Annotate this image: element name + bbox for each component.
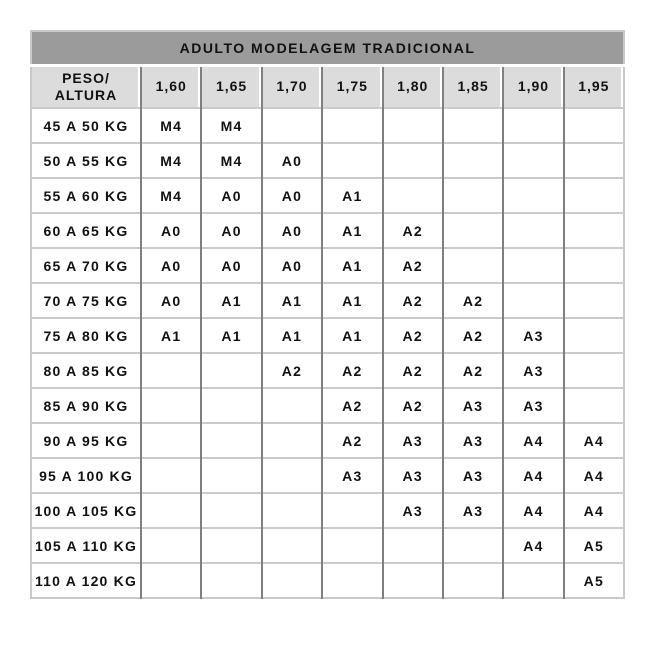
corner-header-line2: ALTURA	[54, 87, 118, 103]
table-row	[31, 108, 624, 143]
height-column-header: 1,90	[503, 66, 563, 109]
size-cell	[443, 248, 503, 283]
size-cell: A3	[503, 318, 563, 353]
size-cell	[201, 563, 261, 598]
size-cell: A2	[383, 388, 443, 423]
size-cell	[564, 143, 624, 178]
size-cell	[141, 528, 201, 563]
size-cell: A1	[322, 318, 382, 353]
size-cell	[443, 178, 503, 213]
size-cell	[503, 283, 563, 318]
size-cell: A4	[564, 493, 624, 528]
size-cell: A5	[564, 563, 624, 598]
size-cell	[322, 563, 382, 598]
corner-header	[31, 66, 141, 109]
height-column-header: 1,70	[262, 66, 322, 109]
size-cell: A3	[503, 388, 563, 423]
size-cell: A2	[443, 283, 503, 318]
size-cell: A4	[564, 423, 624, 458]
size-cell	[443, 563, 503, 598]
size-cell	[564, 283, 624, 318]
size-cell: A3	[383, 493, 443, 528]
chart-title: ADULTO MODELAGEM TRADICIONAL	[31, 31, 624, 66]
size-cell: A0	[262, 178, 322, 213]
size-cell	[141, 493, 201, 528]
size-cell: A3	[503, 353, 563, 388]
size-cell: M4	[141, 143, 201, 178]
size-cell	[443, 108, 503, 143]
size-cell	[262, 423, 322, 458]
table-row	[31, 283, 624, 318]
size-cell: M4	[201, 108, 261, 143]
size-cell	[262, 563, 322, 598]
size-cell	[443, 143, 503, 178]
weight-range-label: 90 A 95 KG	[31, 423, 141, 458]
size-cell: A2	[322, 353, 382, 388]
table-row	[31, 563, 624, 598]
weight-range-label: 50 A 55 KG	[31, 143, 141, 178]
height-column-header: 1,85	[443, 66, 503, 109]
table-row	[31, 353, 624, 388]
size-cell: A3	[443, 458, 503, 493]
size-cell	[201, 458, 261, 493]
weight-range-label: 110 A 120 KG	[31, 563, 141, 598]
size-cell	[262, 388, 322, 423]
size-cell: A2	[262, 353, 322, 388]
height-column-header: 1,60	[141, 66, 201, 109]
size-cell	[262, 493, 322, 528]
weight-range-label: 60 A 65 KG	[31, 213, 141, 248]
size-cell	[201, 423, 261, 458]
size-cell	[564, 248, 624, 283]
size-cell	[383, 108, 443, 143]
size-cell: A3	[322, 458, 382, 493]
size-cell: A1	[322, 213, 382, 248]
size-chart-table	[30, 30, 625, 599]
size-cell: A4	[503, 493, 563, 528]
height-column-header: 1,65	[201, 66, 261, 109]
size-cell: A4	[503, 458, 563, 493]
table-row	[31, 213, 624, 248]
size-cell: A3	[443, 423, 503, 458]
size-cell: A0	[141, 213, 201, 248]
size-cell	[262, 528, 322, 563]
size-cell	[564, 353, 624, 388]
size-cell: A3	[443, 493, 503, 528]
size-cell	[503, 563, 563, 598]
table-row	[31, 388, 624, 423]
size-cell: A0	[262, 248, 322, 283]
height-column-header: 1,80	[383, 66, 443, 109]
size-cell: A0	[262, 143, 322, 178]
weight-range-label: 85 A 90 KG	[31, 388, 141, 423]
size-cell: A2	[383, 248, 443, 283]
size-cell: A0	[141, 283, 201, 318]
weight-range-label: 105 A 110 KG	[31, 528, 141, 563]
title-row	[31, 31, 624, 66]
table-row	[31, 143, 624, 178]
size-cell: M4	[141, 108, 201, 143]
size-cell: A5	[564, 528, 624, 563]
size-cell: A0	[141, 248, 201, 283]
size-cell	[503, 248, 563, 283]
size-cell: A1	[262, 283, 322, 318]
weight-range-label: 80 A 85 KG	[31, 353, 141, 388]
size-cell	[383, 528, 443, 563]
weight-range-label: 55 A 60 KG	[31, 178, 141, 213]
size-cell	[564, 108, 624, 143]
size-cell	[201, 493, 261, 528]
table-row	[31, 318, 624, 353]
size-cell: A1	[262, 318, 322, 353]
size-cell: A1	[322, 248, 382, 283]
table-row	[31, 248, 624, 283]
table-row	[31, 458, 624, 493]
size-cell	[201, 388, 261, 423]
size-table-body	[31, 108, 624, 598]
size-cell	[201, 353, 261, 388]
size-cell	[443, 213, 503, 248]
size-cell	[141, 563, 201, 598]
size-cell: M4	[201, 143, 261, 178]
weight-range-label: 65 A 70 KG	[31, 248, 141, 283]
size-cell	[564, 178, 624, 213]
height-column-header: 1,75	[322, 66, 382, 109]
size-cell	[141, 423, 201, 458]
size-cell: A1	[141, 318, 201, 353]
size-cell	[564, 213, 624, 248]
size-cell: A2	[383, 353, 443, 388]
size-cell	[141, 458, 201, 493]
size-cell: A4	[503, 528, 563, 563]
weight-range-label: 45 A 50 KG	[31, 108, 141, 143]
corner-header-line1: PESO/	[62, 69, 110, 86]
size-cell: A4	[564, 458, 624, 493]
size-cell: A2	[383, 318, 443, 353]
size-cell: A1	[322, 178, 382, 213]
size-cell: A1	[201, 318, 261, 353]
size-cell: A1	[322, 283, 382, 318]
size-cell: A0	[201, 178, 261, 213]
weight-range-label: 75 A 80 KG	[31, 318, 141, 353]
size-cell: A4	[503, 423, 563, 458]
size-cell	[322, 493, 382, 528]
size-cell: A3	[383, 423, 443, 458]
size-cell: A2	[322, 423, 382, 458]
size-cell	[443, 528, 503, 563]
weight-range-label: 100 A 105 KG	[31, 493, 141, 528]
size-cell: M4	[141, 178, 201, 213]
table-row	[31, 528, 624, 563]
size-cell: A0	[201, 248, 261, 283]
size-cell	[503, 108, 563, 143]
size-cell: A3	[443, 388, 503, 423]
size-cell	[383, 178, 443, 213]
size-cell	[141, 388, 201, 423]
height-column-header: 1,95	[564, 66, 624, 109]
column-header-row	[31, 66, 624, 109]
size-cell	[503, 213, 563, 248]
size-cell	[322, 143, 382, 178]
size-cell	[262, 458, 322, 493]
size-cell	[503, 143, 563, 178]
table-row	[31, 493, 624, 528]
size-cell	[383, 143, 443, 178]
size-cell: A0	[262, 213, 322, 248]
size-cell: A0	[201, 213, 261, 248]
size-cell	[383, 563, 443, 598]
size-cell: A1	[201, 283, 261, 318]
size-cell: A2	[383, 283, 443, 318]
size-cell	[564, 388, 624, 423]
table-row	[31, 178, 624, 213]
size-cell	[141, 353, 201, 388]
weight-range-label: 70 A 75 KG	[31, 283, 141, 318]
size-cell	[503, 178, 563, 213]
weight-range-label: 95 A 100 KG	[31, 458, 141, 493]
size-cell	[322, 108, 382, 143]
size-cell: A2	[443, 353, 503, 388]
size-cell: A3	[383, 458, 443, 493]
size-cell	[262, 108, 322, 143]
size-cell	[322, 528, 382, 563]
size-cell: A2	[443, 318, 503, 353]
size-cell	[564, 318, 624, 353]
table-row	[31, 423, 624, 458]
size-cell: A2	[322, 388, 382, 423]
size-cell	[201, 528, 261, 563]
size-cell: A2	[383, 213, 443, 248]
